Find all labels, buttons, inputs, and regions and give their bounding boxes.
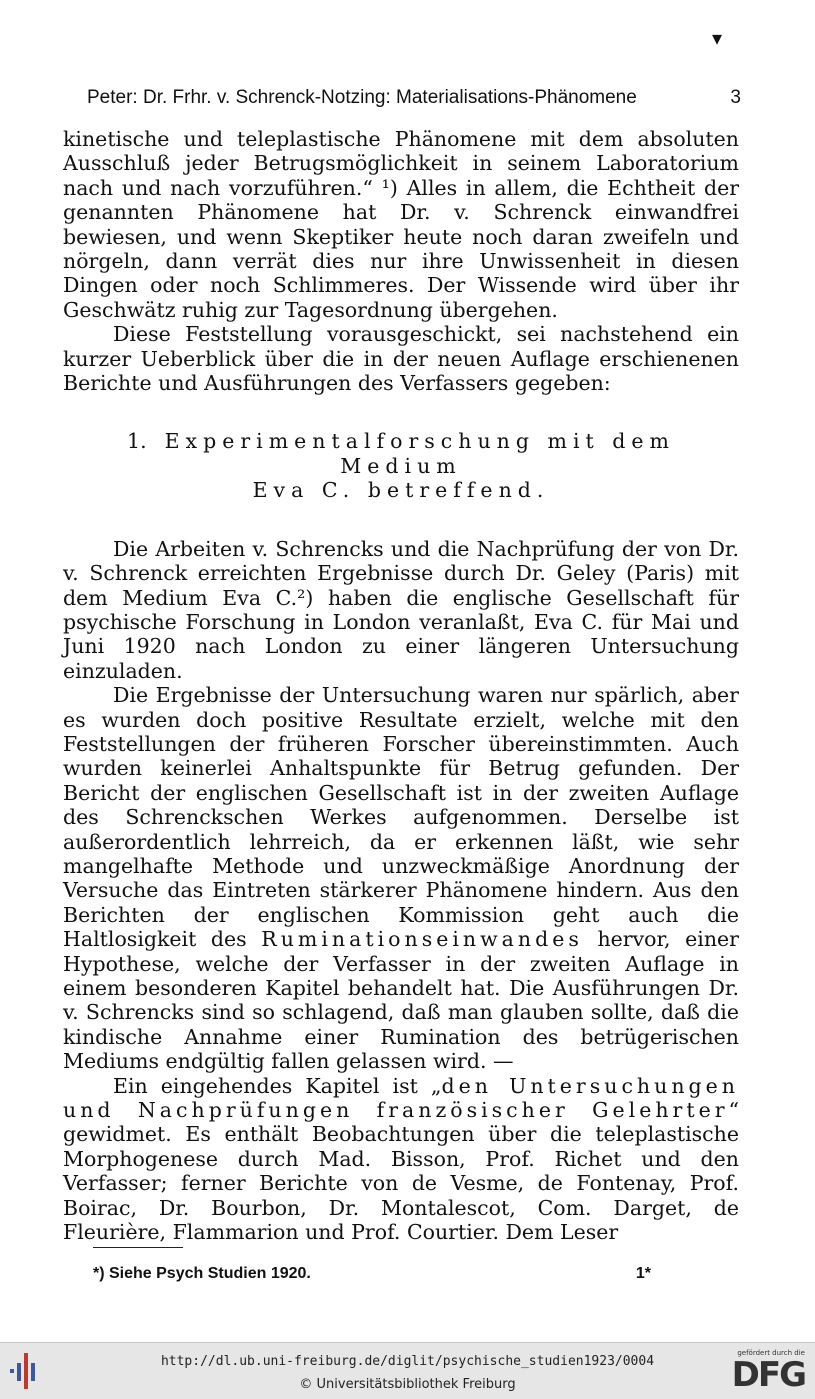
paragraph-2: Diese Feststellung vorausgeschickt, sei nachstehend ein kurzer Ueberblick über die in der neuen Auflage erschienenen Berichte und Ausführungen des Verfassers gegeben:	[63, 322, 739, 396]
paragraph-5-text-a: Ein eingehendes Kapitel ist „	[113, 1073, 442, 1098]
viewer-footer	[0, 1342, 815, 1399]
paragraph-1: kinetische und teleplastische Phänomene mit dem absoluten Ausschluß jeder Betrugsmöglichkeit in seinem Laboratorium nach und nach vorzuführen.“ ¹) Alles in allem, die Echtheit der genannten Phänomene hat Dr. v. Schrenck einwandfrei bewiesen, und wenn Skeptiker heute noch daran zweifeln und nörgeln, dann verrät dies nur ihre Unwissenheit in diesen Dingen oder noch Schlimmeres. Der Wissende wird über ihr Geschwätz ruhig zur Tagesordnung übergehen.	[63, 127, 739, 322]
paragraph-5	[63, 1074, 739, 1245]
paragraph-5-text-b: “ gewidmet. Es enthält Beobachtungen über die teleplastische Morphogenese durch Mad. Bisson, Prof. Richet und den Verfasser; ferner Berichte von de Vesme, de Fontenay, Prof. Boirac, Dr. Bourbon, Dr. Montalescot, Com. Darget, de Fleurière, Flammarion und Prof. Courtier. Dem Leser	[63, 1098, 739, 1245]
running-header	[87, 87, 741, 109]
paragraph-4-text-b: hervor, einer Hypothese, welche der Verfasser in der zweiten Auflage in einem besonderen Kapitel behandelt hat. Die Ausführungen Dr. v. Schrencks sind so schlagend, daß man glauben sollte, daß die kindische Annahme einer Rumination des betrügerischen Mediums endgültig fallen gelassen wird. —	[63, 927, 739, 1074]
page-number: 3	[730, 87, 741, 108]
body-text	[63, 127, 739, 1244]
section-heading-line-2: Eva C. betreffend.	[252, 478, 550, 503]
permalink-url[interactable]: http://dl.ub.uni-freiburg.de/diglit/psychische_studien1923/0004	[160, 1354, 655, 1369]
funding-note: gefördert durch die	[737, 1349, 805, 1357]
section-heading-line-1: Experimentalforschung mit dem Medium	[164, 429, 675, 478]
ub-freiburg-logo-icon[interactable]	[10, 1353, 40, 1389]
paragraph-4-text-a: Die Ergebnisse der Untersuchung waren nur spärlich, aber es wurden doch positive Resultate erzielt, welche mit den Feststellungen der früheren Forscher übereinstimmten. Auch wurden keinerlei Anhaltspunkte für Betrug gefunden. Der Bericht der englischen Gesellschaft ist in der zweiten Auflage des Schrenckschen Werkes aufgenommen. Derselbe ist außerordentlich lehrreich, da er erkennen läßt, wie sehr mangelhafte Methode und unzweckmäßige Anordnung der Versuche das Eintreten stärkerer Phänomene hindern. Aus den Berichten der englischen Kommission geht auch die Haltlosigkeit des	[63, 683, 739, 952]
running-title: Peter: Dr. Frhr. v. Schrenck-Notzing: Materialisations-Phänomene	[87, 87, 637, 108]
footnote-rule	[93, 1247, 183, 1248]
copyright-notice: © Universitätsbibliothek Freiburg	[299, 1377, 516, 1392]
paragraph-4	[63, 683, 739, 1074]
section-heading	[63, 429, 739, 502]
paragraph-3: Die Arbeiten v. Schrencks und die Nachprüfung der von Dr. v. Schrenck erreichten Ergebnisse durch Dr. Geley (Paris) mit dem Medium Eva C.²) haben die englische Gesellschaft für psychische Forschung in London veranlaßt, Eva C. für Mai und Juni 1920 nach London zu einer längeren Untersuchung einzuladen.	[63, 536, 739, 683]
paragraph-4-emphasis: Ruminationseinwandes	[261, 927, 583, 952]
section-number: 1.	[127, 429, 147, 454]
footnote: *) Siehe Psych Studien 1920.	[93, 1265, 311, 1282]
sheet-signature: 1*	[635, 1265, 651, 1282]
paragraph-5-emphasis: den Untersuchungen und Nachprüfungen französischer Gelehrter	[63, 1073, 739, 1123]
corner-mark: ▾	[711, 26, 722, 50]
dfg-logo-icon[interactable]: DFG	[731, 1355, 805, 1395]
